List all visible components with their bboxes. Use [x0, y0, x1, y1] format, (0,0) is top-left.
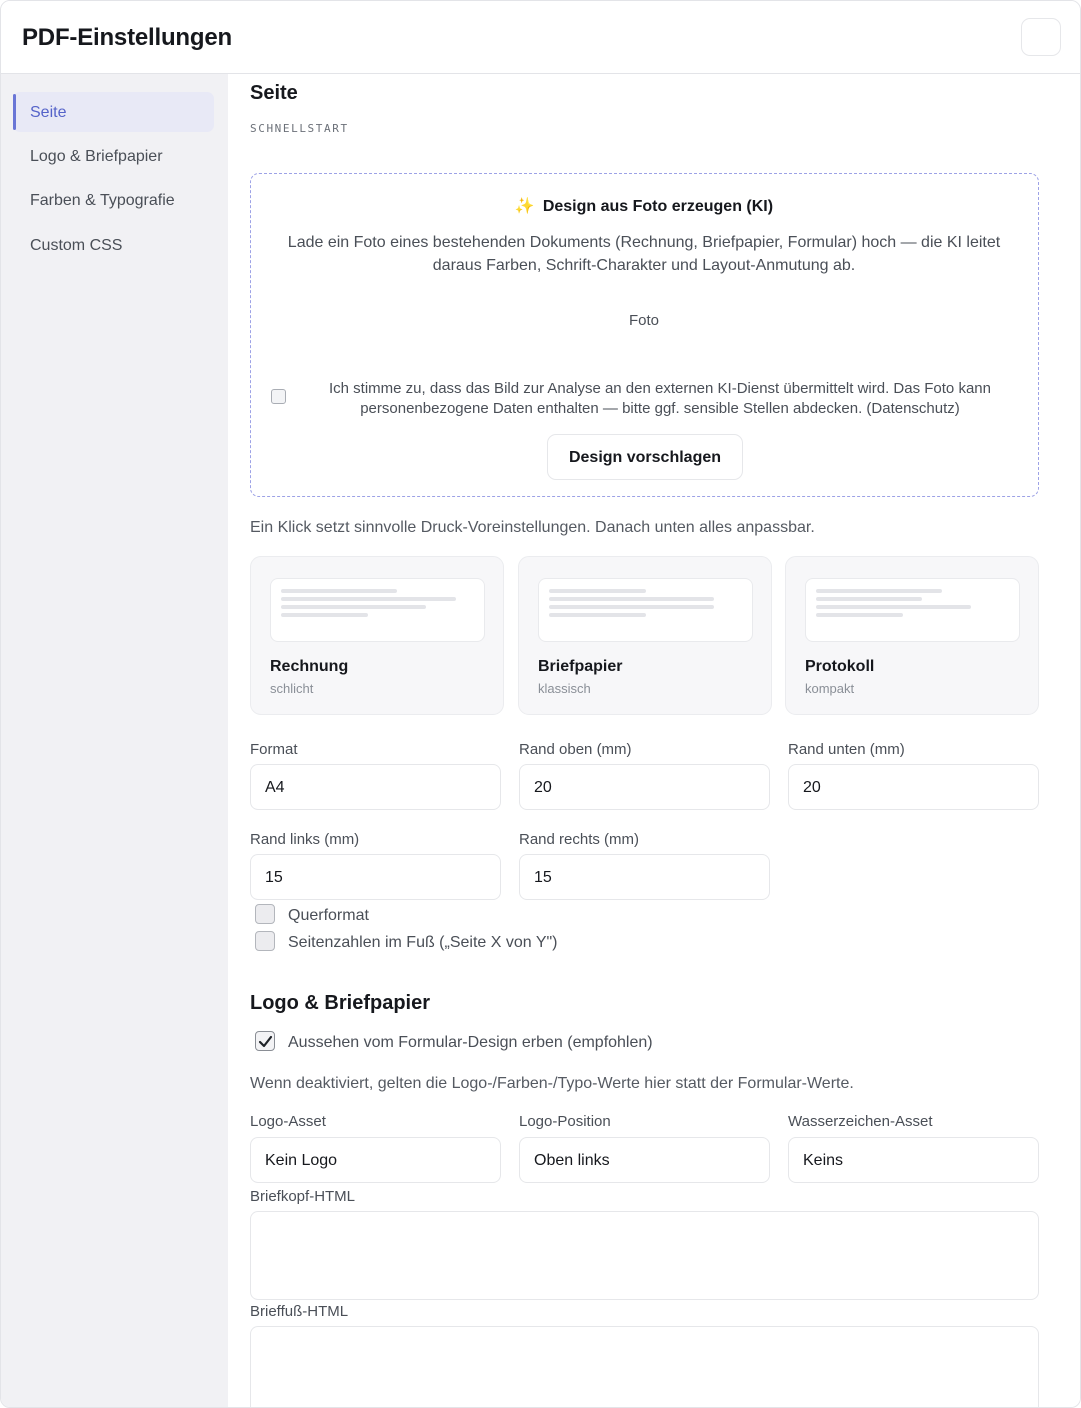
preset-name: Briefpapier — [538, 658, 623, 675]
sidebar-item-farben-typografie[interactable]: Farben & Typografie — [30, 192, 175, 209]
footer-html-textarea[interactable] — [250, 1326, 1039, 1408]
logo-position-select[interactable]: Oben links — [519, 1137, 770, 1183]
settings-sidebar — [1, 74, 228, 1408]
section-title-logo-briefpapier: Logo & Briefpapier — [250, 992, 431, 1014]
preset-card-rechnung[interactable] — [250, 556, 504, 715]
schnellstart-label: SCHNELLSTART — [250, 122, 349, 135]
page-numbers-checkbox[interactable] — [255, 931, 275, 951]
margin-top-input[interactable]: 20 — [519, 764, 770, 810]
ai-design-description: Lade ein Foto eines bestehenden Dokuments (Rechnung, Briefpapier, Formular) hoch — die KI leitet daraus Farben, Schrift-Charakter und Layout-Anmutung ab. — [287, 234, 1001, 274]
ai-consent-checkbox[interactable] — [271, 389, 286, 404]
preset-thumbnail — [805, 578, 1020, 642]
logo-position-label: Logo-Position — [519, 1113, 611, 1130]
page-numbers-label: Seitenzahlen im Fuß („Seite X von Y") — [288, 934, 558, 951]
ai-design-title — [251, 196, 1037, 216]
dialog-title: PDF-Einstellungen — [22, 24, 232, 51]
dialog-header — [1, 1, 1081, 74]
watermark-asset-label: Wasserzeichen-Asset — [788, 1113, 933, 1130]
presets-hint: Ein Klick setzt sinnvolle Druck-Voreinstellungen. Danach unten alles anpassbar. — [250, 519, 815, 536]
format-select[interactable]: A4 — [250, 764, 501, 810]
header-html-label: Briefkopf-HTML — [250, 1188, 356, 1205]
ai-design-dropzone[interactable] — [250, 173, 1039, 497]
inherit-hint: Wenn deaktiviert, gelten die Logo-/Farben-/Typo-Werte hier statt der Formular-Werte. — [250, 1075, 854, 1092]
margin-left-label: Rand links (mm) — [250, 831, 360, 848]
sidebar-item-logo-briefpapier[interactable]: Logo & Briefpapier — [30, 148, 163, 165]
ai-design-title-text: Design aus Foto erzeugen (KI) — [542, 198, 774, 215]
preset-card-briefpapier[interactable] — [518, 556, 772, 715]
landscape-checkbox[interactable] — [255, 904, 275, 924]
header-html-textarea[interactable] — [250, 1211, 1039, 1300]
preset-subtitle: klassisch — [538, 681, 591, 696]
preset-card-protokoll[interactable] — [785, 556, 1039, 715]
sidebar-item-custom-css[interactable]: Custom CSS — [30, 237, 123, 254]
logo-asset-label: Logo-Asset — [250, 1113, 326, 1130]
landscape-label: Querformat — [288, 907, 369, 924]
inherit-design-label: Aussehen vom Formular-Design erben (empfohlen) — [288, 1034, 653, 1051]
sidebar-item-seite[interactable]: Seite — [13, 92, 214, 132]
margin-bottom-label: Rand unten (mm) — [788, 741, 905, 758]
preset-subtitle: schlicht — [270, 681, 314, 696]
watermark-asset-select[interactable]: Keins — [788, 1137, 1039, 1183]
section-title-seite: Seite — [250, 82, 298, 104]
suggest-design-button[interactable]: Design vorschlagen — [547, 434, 743, 480]
preset-thumbnail — [270, 578, 485, 642]
checkmark-icon — [258, 1034, 273, 1049]
margin-right-label: Rand rechts (mm) — [519, 831, 640, 848]
format-label: Format — [250, 741, 298, 758]
preset-name: Rechnung — [270, 658, 349, 675]
settings-content — [228, 74, 1081, 1408]
preset-subtitle: kompakt — [805, 681, 855, 696]
preset-name: Protokoll — [805, 658, 875, 675]
footer-html-label: Brieffuß-HTML — [250, 1303, 349, 1320]
ai-consent-label: Ich stimme zu, dass das Bild zur Analyse an den externen KI-Dienst übermittelt wird. Das Foto kann personenbezogene Daten enthalten — bitte ggf. sensible Stellen abdecken. (Datenschutz) — [329, 380, 991, 417]
inherit-design-checkbox[interactable] — [255, 1031, 275, 1051]
close-button[interactable] — [1021, 18, 1061, 56]
photo-upload-label[interactable]: Foto — [628, 312, 659, 329]
preset-thumbnail — [538, 578, 753, 642]
margin-left-input[interactable]: 15 — [250, 854, 501, 900]
sparkles-icon: ✨ — [514, 198, 535, 215]
logo-asset-select[interactable]: Kein Logo — [250, 1137, 501, 1183]
margin-bottom-input[interactable]: 20 — [788, 764, 1039, 810]
margin-top-label: Rand oben (mm) — [519, 741, 632, 758]
margin-right-input[interactable]: 15 — [519, 854, 770, 900]
